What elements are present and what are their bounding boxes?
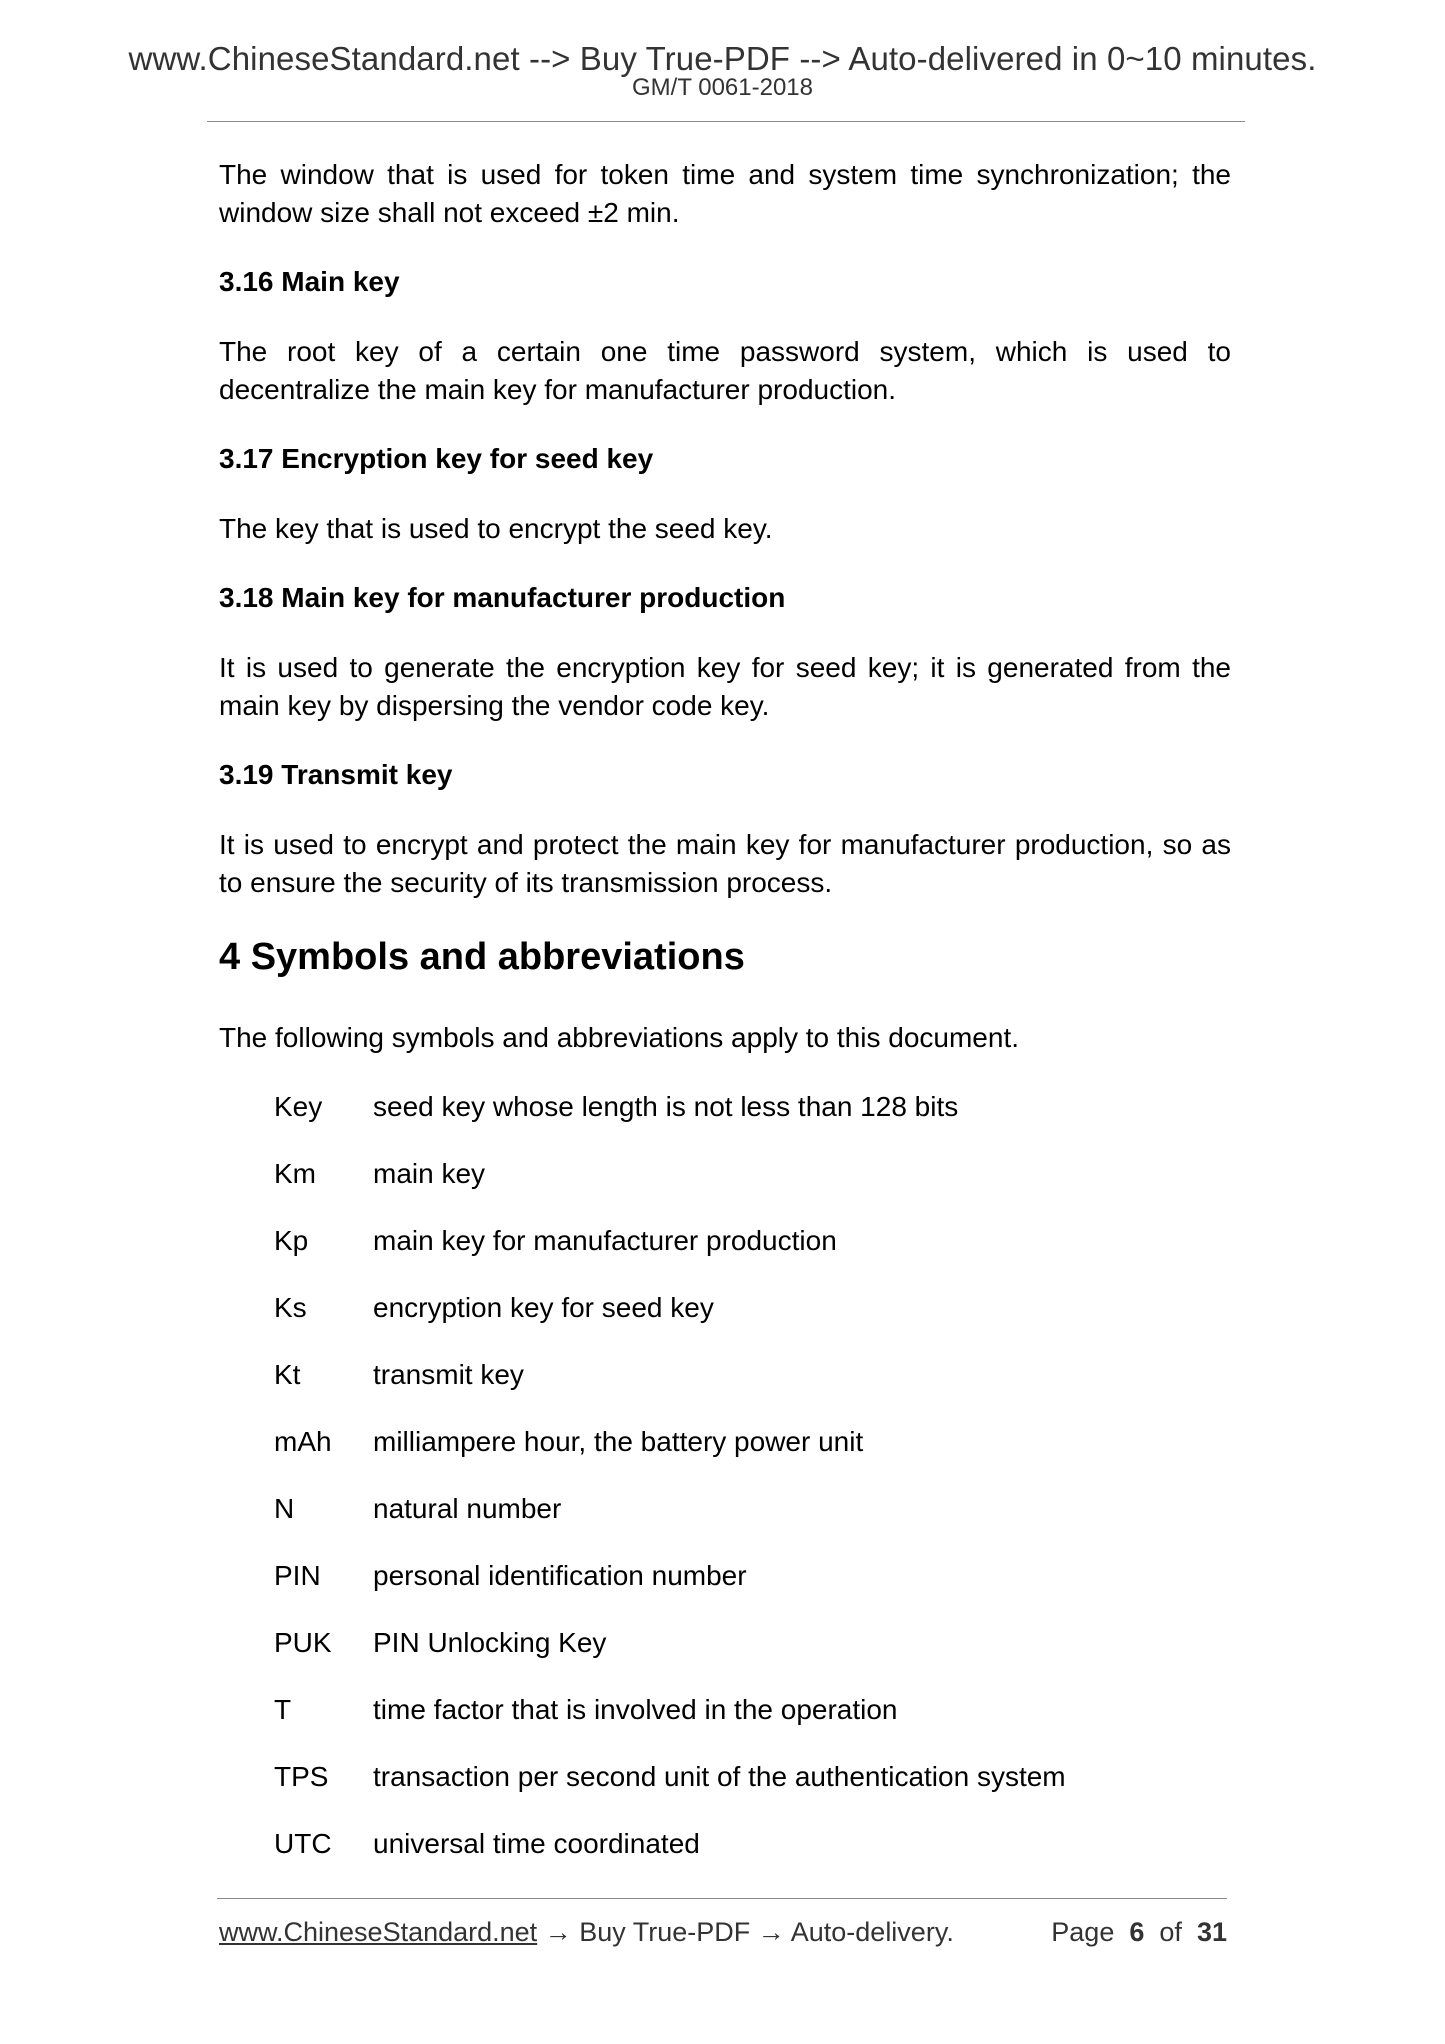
total-pages: 31 [1196, 1917, 1227, 1947]
list-item [219, 1155, 1231, 1222]
list-item [219, 1222, 1231, 1289]
clause-text-3-19: It is used to encrypt and protect the main key for manufacturer production, so as to ensure the security of its transmission process. [219, 829, 1231, 898]
abbr-definition: main key for manufacturer production [373, 1225, 837, 1256]
abbr-symbol: N [274, 1493, 295, 1524]
list-item [219, 1356, 1231, 1423]
abbr-definition: milliampere hour, the battery power unit [373, 1426, 864, 1457]
list-item [219, 1289, 1231, 1356]
page-label: Page [1051, 1917, 1115, 1947]
abbr-symbol: mAh [274, 1426, 332, 1457]
site-link[interactable]: www.ChineseStandard.net [219, 1917, 538, 1947]
abbr-definition: time factor that is involved in the operation [373, 1694, 898, 1725]
abbr-definition: universal time coordinated [373, 1828, 700, 1859]
page-indicator [1051, 1917, 1227, 1957]
standard-code: GM/T 0061-2018 [632, 74, 813, 101]
abbr-symbol: Km [274, 1158, 316, 1189]
clause-text-3-18: It is used to generate the encryption key for seed key; it is generated from the main key by dispersing the vendor code key. [219, 652, 1231, 721]
list-item [219, 1825, 1231, 1892]
clause-heading-3-16: 3.16 Main key [219, 266, 400, 297]
abbr-symbol: T [274, 1694, 292, 1725]
abbr-symbol: PUK [274, 1627, 332, 1658]
abbr-definition: natural number [373, 1493, 562, 1524]
abbr-definition: encryption key for seed key [373, 1292, 714, 1323]
footer-left [219, 1917, 954, 1957]
list-item [219, 1624, 1231, 1691]
page-number: 6 [1129, 1917, 1145, 1947]
header-divider [207, 121, 1245, 122]
list-item [219, 1490, 1231, 1557]
abbr-symbol: Key [274, 1091, 323, 1122]
clause-text-3-17: The key that is used to encrypt the seed key. [219, 513, 773, 544]
abbr-definition: PIN Unlocking Key [373, 1627, 607, 1658]
of-label: of [1159, 1917, 1182, 1947]
list-item [219, 1758, 1231, 1825]
abbr-symbol: Kp [274, 1225, 309, 1256]
page-content [219, 156, 1231, 1892]
list-item [219, 1423, 1231, 1490]
list-item [219, 1557, 1231, 1624]
clause-heading-3-19: 3.19 Transmit key [219, 759, 453, 790]
clause-heading-3-17: 3.17 Encryption key for seed key [219, 443, 654, 474]
footer-tagline: → Buy True-PDF → Auto-delivery. [537, 1917, 954, 1947]
clause-heading-3-18: 3.18 Main key for manufacturer production [219, 582, 786, 613]
section-intro: The following symbols and abbreviations apply to this document. [219, 1022, 1019, 1053]
abbr-definition: personal identification number [373, 1560, 747, 1591]
abbr-symbol: TPS [274, 1761, 329, 1792]
list-item [219, 1691, 1231, 1758]
intro-paragraph: The window that is used for token time and system time synchronization; the window size shall not exceed ±2 min. [219, 159, 1231, 228]
abbreviation-list [219, 1088, 1231, 1892]
abbr-symbol: Ks [274, 1292, 307, 1323]
abbr-symbol: Kt [274, 1359, 301, 1390]
abbr-definition: main key [373, 1158, 486, 1189]
abbr-definition: transaction per second unit of the authentication system [373, 1761, 1066, 1792]
top-banner: www.ChineseStandard.net --> Buy True-PDF --> Auto-delivered in 0~10 minutes. [128, 40, 1317, 77]
abbr-definition: seed key whose length is not less than 128 bits [373, 1091, 959, 1122]
footer-divider [217, 1898, 1227, 1899]
abbr-symbol: PIN [274, 1560, 321, 1591]
abbr-definition: transmit key [373, 1359, 524, 1390]
abbr-symbol: UTC [274, 1828, 332, 1859]
list-item [219, 1088, 1231, 1155]
clause-text-3-16: The root key of a certain one time password system, which is used to decentralize the main key for manufacturer production. [219, 336, 1231, 405]
section-heading: 4 Symbols and abbreviations [219, 936, 745, 978]
page-footer [219, 1917, 1227, 1957]
